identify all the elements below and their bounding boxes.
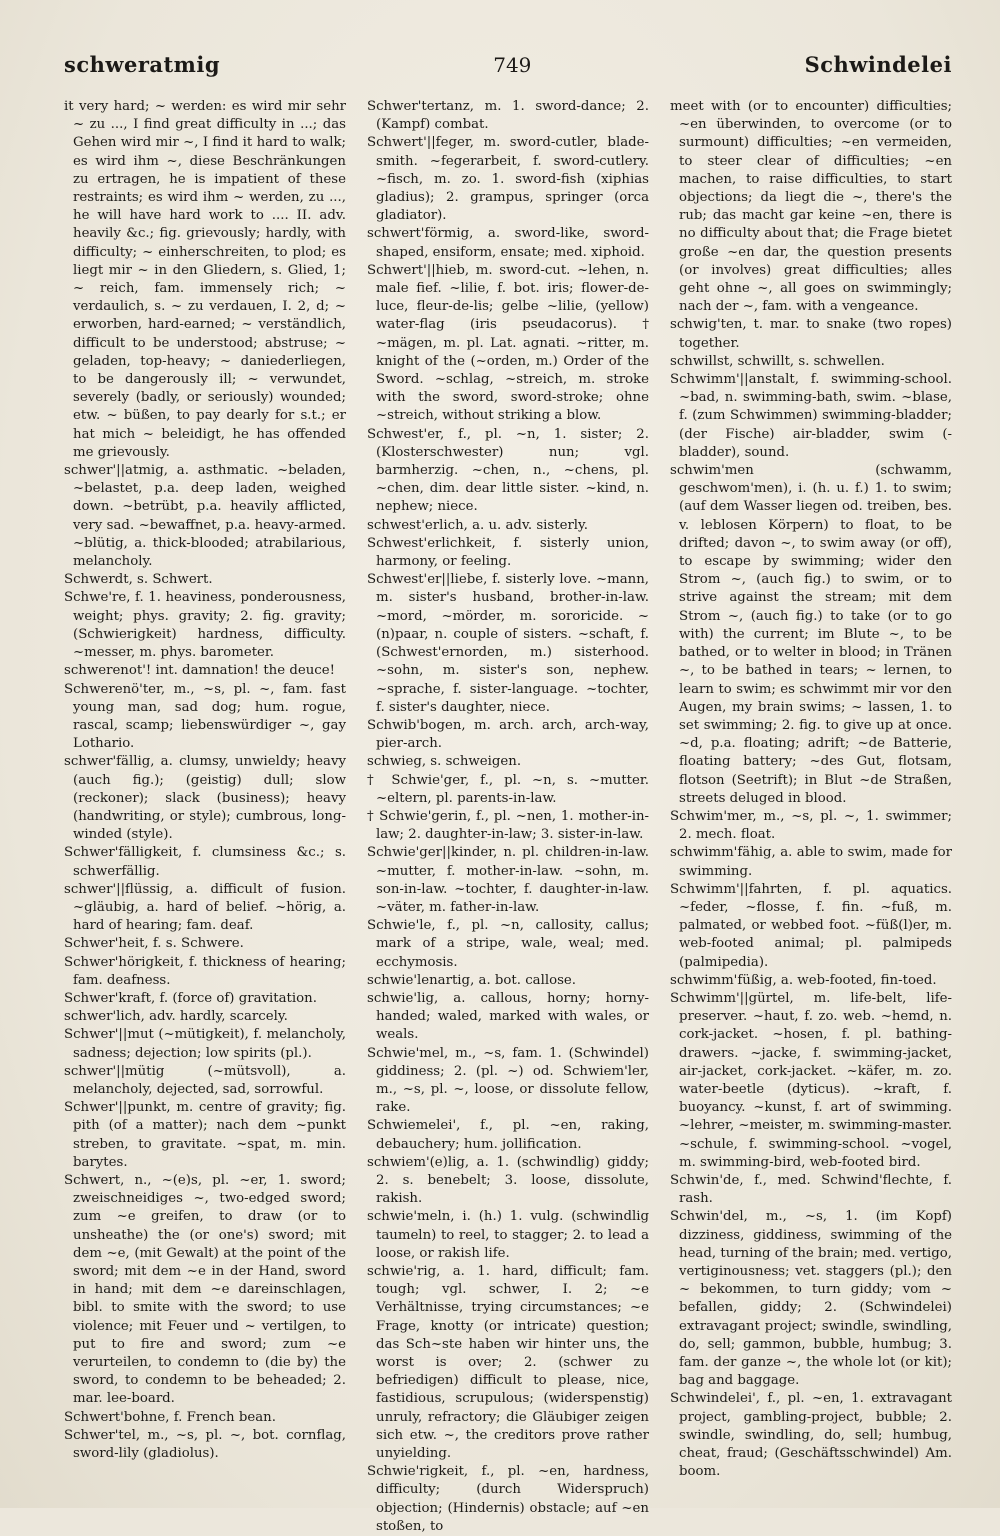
dictionary-entry: Schwim'mer, m., ~s, pl. ~, 1. swimmer; 2. mech. float. (670, 808, 952, 843)
header-left-guide-word: schweratmig (64, 52, 221, 77)
dictionary-entry: schwerenot'! int. damnation! the deuce! (64, 663, 335, 679)
dictionary-entry: schwer'||atmig, a. asthmatic. ~beladen, ~belastet, p.a. deep laden, weighed down. ~betrübt, p.a. heavily afflicted, very sad. ~bewaffnet, p.a. heavy-armed. ~blütig, a. thick-blooded; atrabilarious, melancholy. (64, 463, 346, 570)
dictionary-entry: Schwert, n., ~(e)s, pl. ~er, 1. sword; zweischneidiges ~, two-edged sword; zum ~e greifen, to draw (or to unsheathe) the (or one's) sword; mit dem ~e, (mit Gewalt) at the point of the sword; mit dem ~e in der Hand, sword in hand; mit dem ~e dareinschlagen, bibl. to smite with the sword; to use violence; mit Feuer und ~ vertilgen, to put to fire and sword; zum ~e verurteilen, to condemn to (die by) the sword, to condemn to be beheaded; 2. mar. lee-board. (64, 1172, 346, 1407)
dictionary-entry: Schwin'del, m., ~s, 1. (im Kopf) dizziness, giddiness, swimming of the head, turning of the brain; med. vertigo, vertiginousness; vet. staggers (pl.); den ~ bekommen, to turn giddy; vom ~ befallen, giddy; 2. (Schwindelei) extravagant project; swindle, swindling, do, sell; gammon, bubble, humbug; 3. fam. der ganze ~, the whole lot (or kit); bag and baggage. (670, 1209, 952, 1389)
dictionary-entry: Schwie'mel, m., ~s, fam. 1. (Schwindel) giddiness; 2. (pl. ~) od. Schwiem'ler, m., ~s, pl. ~, loose, or dissolute fellow, rake. (367, 1045, 649, 1116)
dictionary-entry: Schwer'||mut (~mütigkeit), f. melancholy, sadness; dejection; low spirits (pl.). (64, 1027, 346, 1061)
dictionary-entry: schwimm'fähig, a. able to swim, made for swimming. (670, 845, 952, 879)
dictionary-entry: schwest'erlich, a. u. adv. sisterly. (367, 517, 589, 533)
dictionary-entry: Schwerenö'ter, m., ~s, pl. ~, fam. fast young man, sad dog; hum. rogue, rascal, scamp; liebenswürdiger ~, gay Lothario. (64, 681, 346, 752)
dictionary-entry: Schwin'de, f., med. Schwind'flechte, f. rash. (670, 1172, 952, 1207)
page-number: 749 (493, 53, 532, 77)
header-right-guide-word: Schwindelei (804, 52, 952, 77)
dictionary-entry: schwer'||flüssig, a. difficult of fusion. ~gläubig, a. hard of belief. ~hörig, a. hard of hearing; fam. deaf. (64, 881, 346, 934)
dictionary-entry: Schwer'kraft, f. (force of) gravitation. (64, 990, 317, 1006)
dictionary-entry: Schwert'bohne, f. French bean. (64, 1409, 276, 1425)
dictionary-entry: schwig'ten, t. mar. to snake (two ropes) together. (670, 317, 952, 351)
dictionary-entry: Schwest'er||liebe, f. sisterly love. ~mann, m. sister's husband, brother-in-law. ~mord, ~mörder, m. sororicide. ~(n)paar, n. couple of sisters. ~schaft, f. (Schwest'ernorden, m.) sisterhood. ~sohn, m. sister's son, nephew. ~sprache, f. sister-language. ~tochter, f. sister's daughter, niece. (367, 572, 649, 715)
dictionary-entry: Schwert'||feger, m. sword-cutler, blade-smith. ~fegerarbeit, f. sword-cutlery. ~fisch, m. zo. 1. sword-fish (xiphias gladius); 2. grampus, springer (orca gladiator). (367, 135, 649, 224)
text-columns (64, 98, 952, 1534)
dictionary-entry: Schwerdt, s. Schwert. (64, 572, 213, 588)
dictionary-entry: Schwimm'||gürtel, m. life-belt, life-preserver. ~haut, f. zo. web. ~hemd, n. cork-jacket. ~hosen, f. pl. bathing-drawers. ~jacke, f. swimming-jacket, air-jacket, cork-jacket. ~käfer, m. zo. water-beetle (dyticus). ~kraft, f. buoyancy. ~kunst, f. art of swimming. ~lehrer, ~meister, m. swimming-master. ~schule, f. swimming-school. ~vogel, m. swimming-bird, web-footed bird. (670, 990, 952, 1170)
dictionary-entry: Schwer'fälligkeit, f. clumsiness &c.; s. schwerfällig. (64, 845, 346, 879)
dictionary-entry: Schwert'||hieb, m. sword-cut. ~lehen, n. male fief. ~lilie, f. bot. iris; flower-de-luce, fleur-de-lis; gelbe ~lilie, (yellow) water-flag (iris pseudacorus). † ~mägen, m. pl. Lat. agnati. ~ritter, m. knight of the (~orden, m.) Order of the Sword. ~schlag, ~streich, m. stroke with the sword, sword-stroke; ohne ~streich, without striking a blow. (367, 262, 649, 424)
dictionary-entry: Schwimm'||anstalt, f. swimming-school. ~bad, n. swimming-bath, swim. ~blase, f. (zum Schwimmen) swimming-bladder; (der Fische) air-bladder, swim (-bladder), sound. (670, 372, 952, 460)
column-middle (367, 98, 649, 1534)
dictionary-entry: Schwer'tel, m., ~s, pl. ~, bot. cornflag, sword-lily (gladiolus). (64, 1427, 346, 1462)
dictionary-entry: Schwib'bogen, m. arch. arch, arch-way, pier-arch. (367, 717, 649, 752)
dictionary-entry: schwieg, s. schweigen. (367, 754, 522, 770)
dictionary-entry: Schwimm'||fahrten, f. pl. aquatics. ~feder, ~flosse, f. fin. ~fuß, m. palmated, or webbed foot. ~füß(l)er, m. web-footed animal; pl. palmipeds (palmipedia). (670, 881, 952, 970)
dictionary-entry: † Schwie'ger, f., pl. ~n, s. ~mutter. ~eltern, pl. parents-in-law. (367, 772, 649, 806)
column-left (64, 98, 346, 1462)
dictionary-entry: Schwest'er, f., pl. ~n, 1. sister; 2. (Klosterschwester) nun; vgl. barmherzig. ~chen, n., ~chens, pl. ~chen, dim. dear little sister. ~kind, n. nephew; niece. (367, 426, 649, 515)
dictionary-entry: schwie'meln, i. (h.) 1. vulg. (schwindlig taumeln) to reel, to stagger; 2. to lead a loose, or rakish life. (367, 1209, 649, 1261)
column-right (670, 98, 952, 1480)
dictionary-entry: schwer'||mütig (~mütsvoll), a. melancholy, dejected, sad, sorrowful. (64, 1063, 346, 1097)
dictionary-entry: it very hard; ~ werden: es wird mir sehr ~ zu ..., I find great difficulty in ...; das Gehen wird mir ~, I find it hard to walk; es wird ihm ~, diese Beschränkungen zu ertragen, he is impatient of these restraints; es wird ihm ~ werden, zu ..., he will have hard work to .... II. adv. heavily &c.; fig. grievously; hardly, with difficulty; ~ einherschreiten, to plod; es liegt mir ~ in den Gliedern, s. Glied, 1; ~ reich, fam. immensely rich; ~ verdaulich, s. ~ zu verdauen, I. 2, d; ~ erworben, hard-earned; ~ verständlich, difficult to be understood; abstruse; ~ geladen, top-heavy; ~ daniederliegen, to be dangerously ill; ~ verwundet, severely (badly, or seriously) wounded; etw. ~ büßen, to pay dearly for s.t.; er hat mich ~ beleidigt, he has offended me grievously. (64, 99, 346, 460)
dictionary-entry: schwiem'(e)lig, a. 1. (schwindlig) giddy; 2. s. benebelt; 3. loose, dissolute, rakish. (367, 1154, 649, 1207)
dictionary-entry: meet with (or to encounter) difficulties; ~en überwinden, to overcome (or to surmount) difficulties; ~en vermeiden, to steer clear of difficulties; ~en machen, to raise difficulties, to start objections; da liegt die ~, there's the rub; das macht gar keine ~en, there is no difficulty about that; die Frage bietet große ~en dar, the question presents (or involves) great difficulties; alles geht ohne ~, all goes on swimmingly; nach der ~, fam. with a vengeance. (670, 99, 952, 315)
dictionary-entry: schwie'lenartig, a. bot. callose. (367, 972, 577, 988)
running-head (64, 52, 952, 86)
dictionary-entry: schwie'lig, a. callous, horny; horny-handed; waled, marked with wales, or weals. (367, 990, 649, 1043)
dictionary-entry: Schwer'||punkt, m. centre of gravity; fig. pith (of a matter); nach dem ~punkt streben, to gravitate. ~spat, m. min. barytes. (64, 1100, 346, 1170)
dictionary-entry: schwim'men (schwamm, geschwom'men), i. (h. u. f.) 1. to swim; (auf dem Wasser liegen od. treiben, bes. v. leblosen Körpern) to float, to be drifted; davon ~, to swim away (or off), to escape by swimming; wider den Strom ~, (auch fig.) to swim, or to strive against the stream; mit dem Strom ~, (auch fig.) to take (or to go with) the current; im Blute ~, to be bathed, or to welter in blood; in Tränen ~, to be bathed in tears; ~ lernen, to learn to swim; es schwimmt mir vor den Augen, my brain swims; ~ lassen, 1. to set swimming; 2. fig. to give up at once. ~d, p.a. floating; adrift; ~de Batterie, floating battery; ~des Gut, flotsam, flotson (Seetrift); in Blut ~de Straßen, streets deluged in blood. (670, 463, 952, 806)
dictionary-entry: Schwie'ger||kinder, n. pl. children-in-law. ~mutter, f. mother-in-law. ~sohn, m. son-in-law. ~tochter, f. daughter-in-law. ~väter, m. father-in-law. (367, 845, 649, 915)
dictionary-entry: Schwie'le, f., pl. ~n, callosity, callus; mark of a stripe, wale, weal; med. ecchymosis. (367, 918, 649, 970)
dictionary-entry: Schwer'tertanz, m. 1. sword-dance; 2. (Kampf) combat. (367, 99, 649, 133)
dictionary-entry: schwer'lich, adv. hardly, scarcely. (64, 1009, 288, 1025)
dictionary-entry: schwillst, schwillt, s. schwellen. (670, 353, 885, 369)
dictionary-entry: schwie'rig, a. 1. hard, difficult; fam. tough; vgl. schwer, I. 2; ~e Verhältnisse, trying circumstances; ~e Frage, knotty (or intricate) question; das Sch~ste haben wir hinter uns, the worst is over; 2. (schwer zu befriedigen) difficult to please, nice, fastidious, scrupulous; (widerspenstig) unruly, refractory; die Gläubiger zeigen sich etw. ~, the creditors prove rather unyielding. (367, 1264, 649, 1462)
dictionary-entry: Schwie'rigkeit, f., pl. ~en, hardness, difficulty; (durch Widerspruch) objection; (Hindernis) obstacle; auf ~en stoßen, to (367, 1464, 649, 1534)
dictionary-entry: schwert'förmig, a. sword-like, sword-shaped, ensiform, ensate; med. xiphoid. (367, 226, 649, 260)
dictionary-entry: Schwiemelei', f., pl. ~en, raking, debauchery; hum. jollification. (367, 1118, 649, 1152)
dictionary-entry: † Schwie'gerin, f., pl. ~nen, 1. mother-in-law; 2. daughter-in-law; 3. sister-in-law. (367, 808, 649, 843)
dictionary-entry: Schwer'hörigkeit, f. thickness of hearing; fam. deafness. (64, 954, 346, 988)
dictionary-entry: schwer'fällig, a. clumsy, unwieldy; heavy (auch fig.); (geistig) dull; slow (reckoner); slack (business); heavy (handwriting, or style); cumbrous, long-winded (style). (64, 754, 346, 843)
dictionary-entry: Schwindelei', f., pl. ~en, 1. extravagant project, gambling-project, bubble; 2. swindle, swindling, do, sell; humbug, cheat, fraud; (Geschäftsschwindel) Am. boom. (670, 1391, 952, 1480)
dictionary-entry: schwimm'füßig, a. web-footed, fin-toed. (670, 972, 937, 988)
dictionary-entry: Schwe're, f. 1. heaviness, ponderousness, weight; phys. gravity; 2. fig. gravity; (Schwierigkeit) hardness, difficulty. ~messer, m. phys. barometer. (64, 590, 346, 661)
dictionary-entry: Schwer'heit, f. s. Schwere. (64, 936, 244, 952)
dictionary-entry: Schwest'erlichkeit, f. sisterly union, harmony, or feeling. (367, 535, 649, 570)
